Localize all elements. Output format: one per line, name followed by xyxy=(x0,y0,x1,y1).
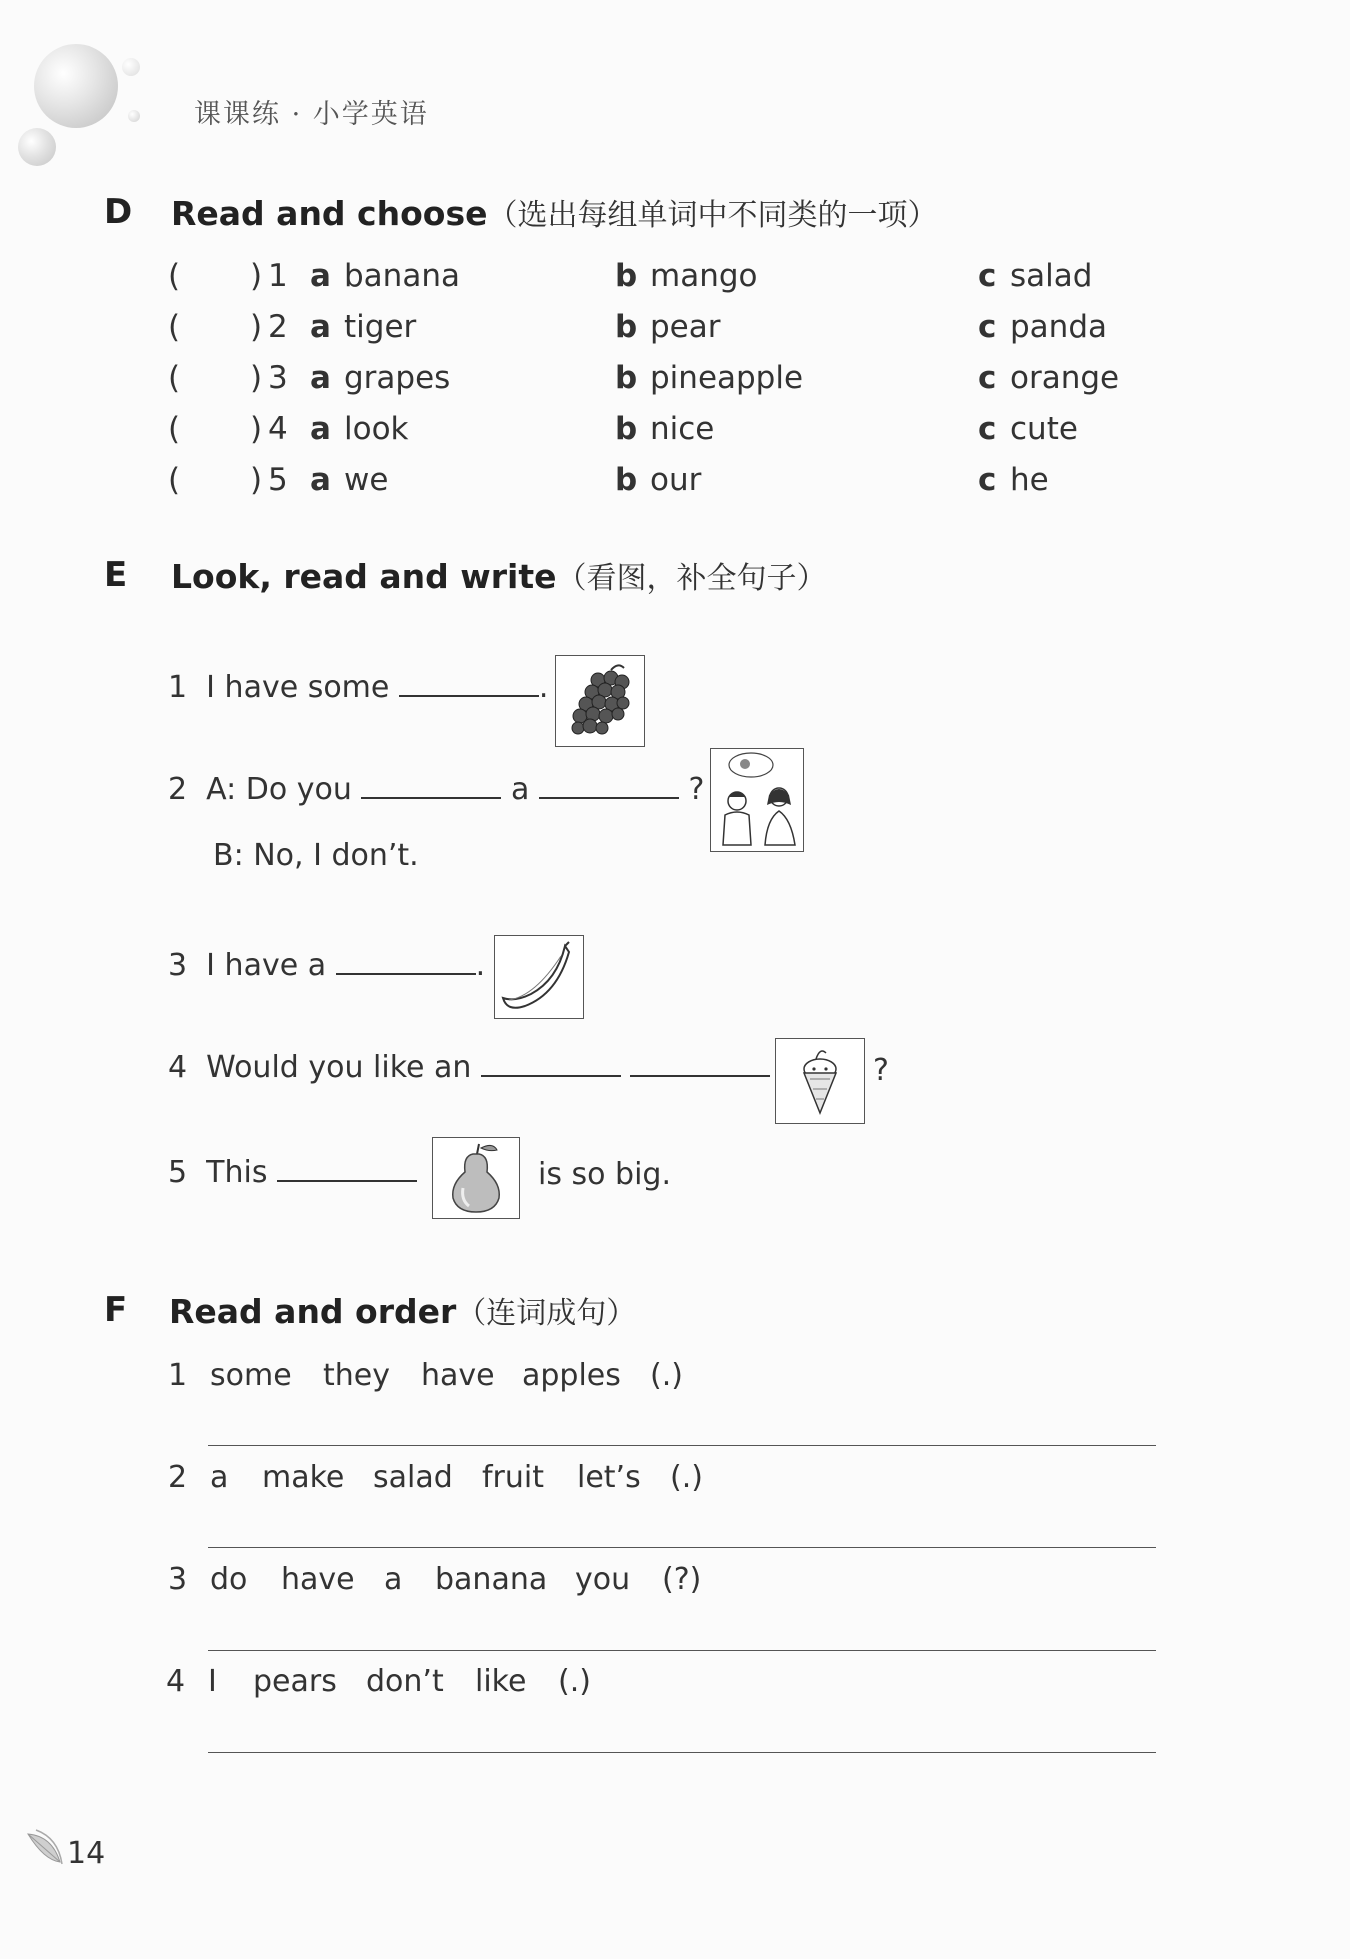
word: like xyxy=(475,1664,527,1699)
option-c: salad xyxy=(1010,258,1093,294)
option-letter-c: c xyxy=(978,411,997,447)
answer-bracket-open[interactable]: ( xyxy=(168,462,181,498)
write-item xyxy=(168,772,704,807)
option-c: panda xyxy=(1010,309,1107,345)
option-a: we xyxy=(344,462,389,498)
sentence-text: A: Do you xyxy=(206,772,352,807)
sentence-text: I have some xyxy=(206,670,390,705)
item-number: 2 xyxy=(268,309,288,345)
option-letter-b: b xyxy=(615,258,638,294)
decorative-bubble xyxy=(34,44,118,128)
banana-picture xyxy=(494,935,584,1019)
sentence-punctuation: ? xyxy=(873,1053,889,1088)
option-letter-a: a xyxy=(310,258,331,294)
word: (?) xyxy=(662,1562,702,1597)
sentence-text: I have a xyxy=(206,948,327,983)
item-number: 2 xyxy=(168,1460,188,1495)
option-b: mango xyxy=(650,258,758,294)
word: (.) xyxy=(650,1358,683,1393)
answer-blank[interactable] xyxy=(539,796,679,799)
option-letter-c: c xyxy=(978,360,997,396)
word: have xyxy=(281,1562,355,1597)
option-letter-b: b xyxy=(615,411,638,447)
choose-item xyxy=(0,411,1350,451)
option-letter-b: b xyxy=(615,309,638,345)
answer-bracket-open[interactable]: ( xyxy=(168,411,181,447)
answer-line[interactable] xyxy=(208,1650,1156,1651)
item-number: 1 xyxy=(168,670,188,705)
word: fruit xyxy=(482,1460,545,1495)
sentence-text: a xyxy=(511,772,530,807)
sentence-punctuation: . xyxy=(538,670,549,705)
section-e-instruction: （看图，补全句子） xyxy=(556,561,827,596)
word: do xyxy=(210,1562,248,1597)
leaf-icon xyxy=(22,1826,68,1870)
answer-bracket-close: ) xyxy=(250,309,263,345)
section-d-instruction: （选出每组单词中不同类的一项） xyxy=(487,198,938,233)
item-number: 1 xyxy=(268,258,288,294)
option-b: nice xyxy=(650,411,715,447)
option-letter-a: a xyxy=(310,411,331,447)
option-c: cute xyxy=(1010,411,1078,447)
option-letter-a: a xyxy=(310,360,331,396)
section-f-instruction: （连词成句） xyxy=(456,1296,637,1331)
decorative-bubble xyxy=(128,110,140,122)
answer-blank[interactable] xyxy=(336,972,476,975)
option-letter-c: c xyxy=(978,309,997,345)
item-number: 5 xyxy=(168,1155,188,1190)
option-letter-a: a xyxy=(310,309,331,345)
word: a xyxy=(384,1562,403,1597)
item-number: 3 xyxy=(268,360,288,396)
answer-bracket-open[interactable]: ( xyxy=(168,360,181,396)
sentence-punctuation: . xyxy=(475,948,486,983)
word: make xyxy=(262,1460,345,1495)
word: banana xyxy=(435,1562,548,1597)
answer-blank[interactable] xyxy=(277,1179,417,1182)
option-c: orange xyxy=(1010,360,1120,396)
item-number: 1 xyxy=(168,1358,188,1393)
choose-item xyxy=(0,258,1350,298)
dialogue-reply: B: No, I don’t. xyxy=(213,838,419,873)
sentence-text: is so big. xyxy=(538,1157,671,1192)
choose-item xyxy=(0,462,1350,502)
option-a: grapes xyxy=(344,360,451,396)
option-a: banana xyxy=(344,258,460,294)
word: pears xyxy=(253,1664,337,1699)
word: some xyxy=(210,1358,292,1393)
decorative-bubble xyxy=(122,58,140,76)
page-number: 14 xyxy=(67,1836,106,1871)
item-number: 4 xyxy=(168,1050,188,1085)
sentence-text: Would you like an xyxy=(206,1050,472,1085)
section-f-letter: F xyxy=(104,1290,128,1330)
choose-item xyxy=(0,360,1350,400)
item-number: 2 xyxy=(168,772,188,807)
section-d-title: Read and choose xyxy=(171,194,488,233)
answer-blank[interactable] xyxy=(630,1074,770,1077)
option-c: he xyxy=(1010,462,1049,498)
write-item xyxy=(168,670,548,705)
section-e-letter: E xyxy=(104,555,128,595)
option-letter-b: b xyxy=(615,462,638,498)
option-b: pineapple xyxy=(650,360,804,396)
sentence-punctuation: ? xyxy=(688,772,705,807)
answer-line[interactable] xyxy=(208,1445,1156,1446)
word: a xyxy=(210,1460,229,1495)
answer-blank[interactable] xyxy=(399,694,539,697)
answer-line[interactable] xyxy=(208,1752,1156,1753)
section-f-heading xyxy=(169,1288,636,1332)
word: you xyxy=(575,1562,631,1597)
option-a: look xyxy=(344,411,409,447)
option-b: pear xyxy=(650,309,721,345)
section-e-heading xyxy=(171,553,826,597)
word: they xyxy=(323,1358,390,1393)
answer-blank[interactable] xyxy=(361,796,501,799)
answer-bracket-open[interactable]: ( xyxy=(168,258,181,294)
book-title: 课课练 · 小学英语 xyxy=(194,99,429,130)
choose-item xyxy=(0,309,1350,349)
item-number: 3 xyxy=(168,1562,188,1597)
answer-bracket-close: ) xyxy=(250,411,263,447)
option-letter-a: a xyxy=(310,462,331,498)
section-d-letter: D xyxy=(104,192,133,232)
answer-blank[interactable] xyxy=(481,1074,621,1077)
answer-bracket-close: ) xyxy=(250,360,263,396)
word: let’s xyxy=(577,1460,641,1495)
section-d-heading xyxy=(171,190,937,234)
option-b: our xyxy=(650,462,702,498)
option-letter-c: c xyxy=(978,258,997,294)
kids-picture xyxy=(710,748,804,852)
option-a: tiger xyxy=(344,309,417,345)
write-item xyxy=(168,948,485,983)
answer-bracket-close: ) xyxy=(250,462,263,498)
section-f-title: Read and order xyxy=(169,1292,457,1331)
word: don’t xyxy=(366,1664,444,1699)
option-letter-b: b xyxy=(615,360,638,396)
item-number: 4 xyxy=(268,411,288,447)
item-number: 3 xyxy=(168,948,188,983)
word: (.) xyxy=(558,1664,591,1699)
option-letter-c: c xyxy=(978,462,997,498)
write-item xyxy=(168,1155,417,1190)
word: salad xyxy=(373,1460,453,1495)
answer-line[interactable] xyxy=(208,1547,1156,1548)
ice-cream-picture xyxy=(775,1038,865,1124)
pear-picture xyxy=(432,1137,520,1219)
write-item xyxy=(168,1050,770,1085)
word: I xyxy=(208,1664,217,1699)
grapes-picture xyxy=(555,655,645,747)
word: have xyxy=(421,1358,495,1393)
answer-bracket-open[interactable]: ( xyxy=(168,309,181,345)
word: apples xyxy=(522,1358,621,1393)
sentence-text: This xyxy=(206,1155,268,1190)
item-number: 4 xyxy=(166,1664,186,1699)
item-number: 5 xyxy=(268,462,288,498)
section-e-title: Look, read and write xyxy=(171,557,557,596)
answer-bracket-close: ) xyxy=(250,258,263,294)
decorative-bubble xyxy=(18,128,56,166)
word: (.) xyxy=(670,1460,703,1495)
